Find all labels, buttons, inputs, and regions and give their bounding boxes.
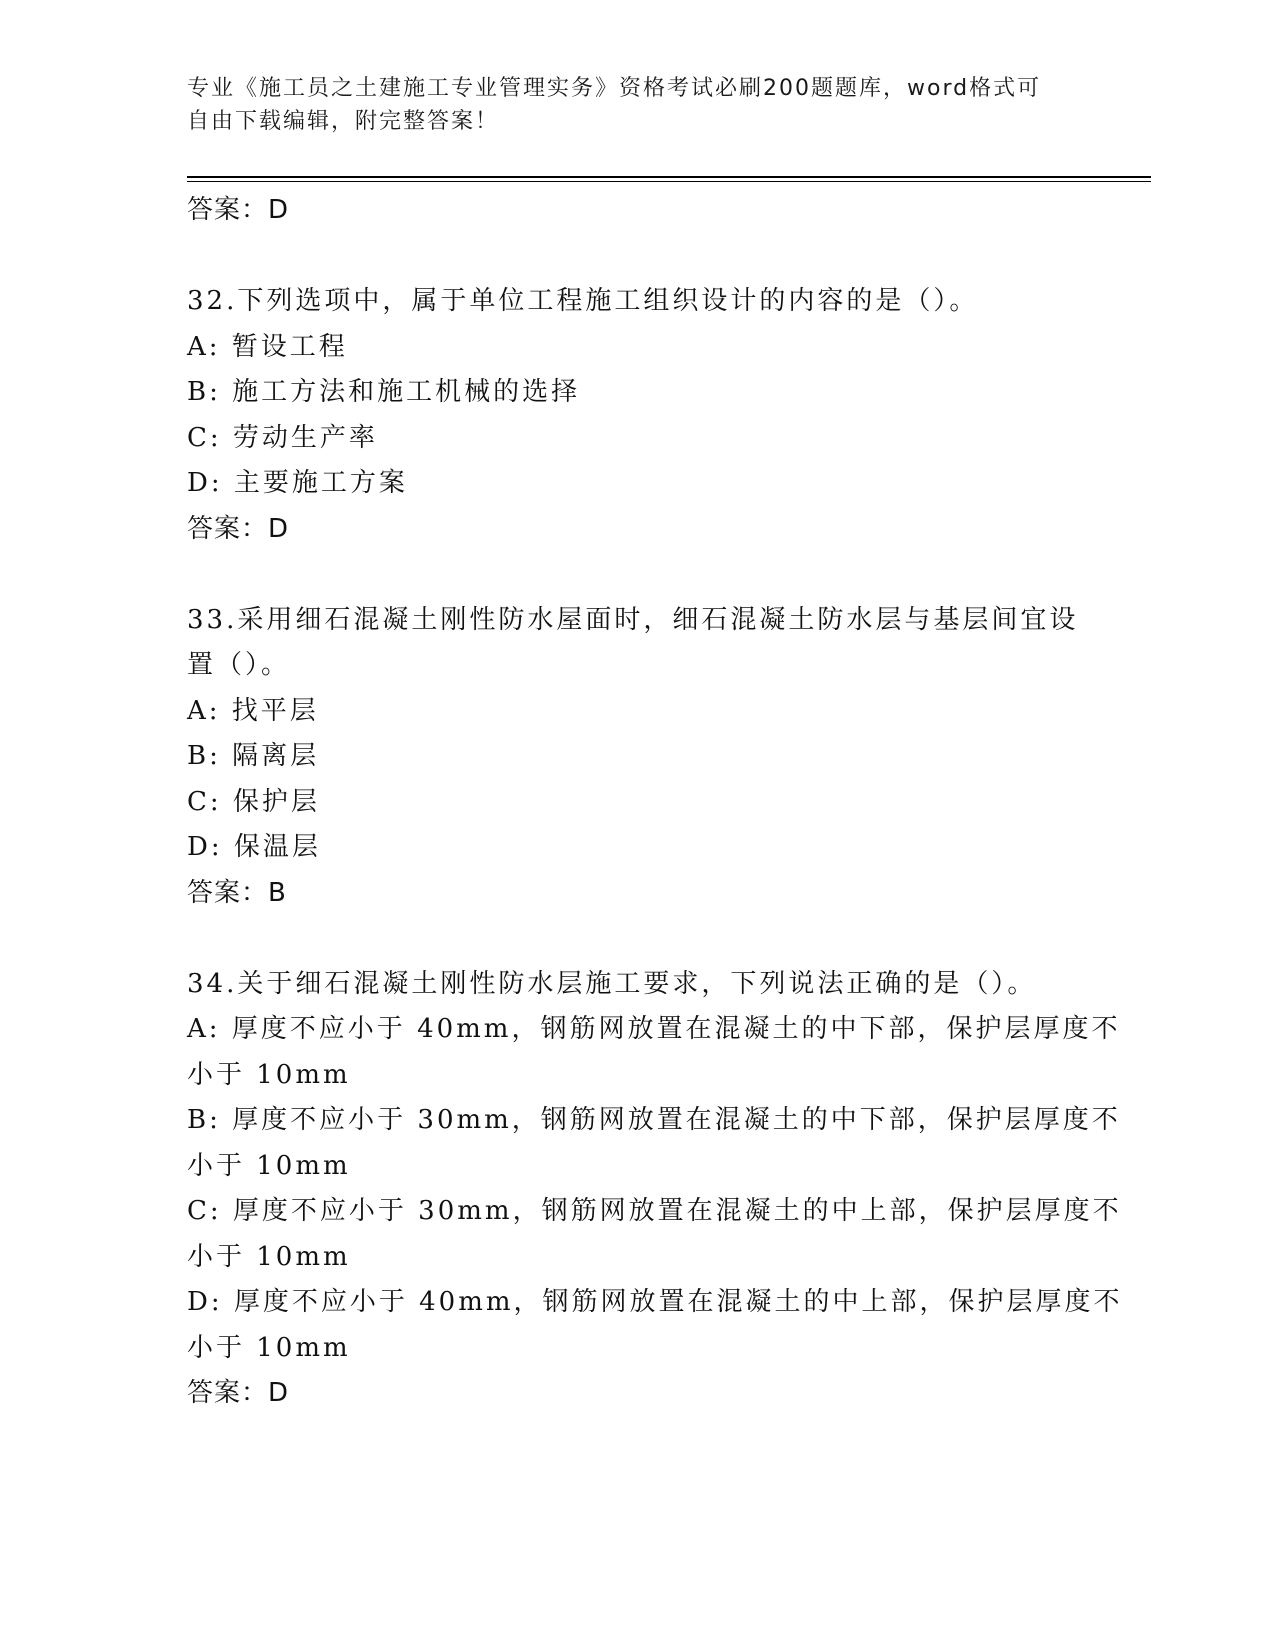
option-d: D: 厚度不应小于 40mm，钢筋网放置在混凝土的中上部，保护层厚度不 <box>187 1287 1123 1317</box>
spacer <box>187 916 1087 962</box>
option-c-continued: 小于 10mm <box>187 1241 351 1272</box>
option-d: D: 保温层 <box>187 832 321 862</box>
header-rule-thin <box>187 181 1151 182</box>
option-c: C: 保护层 <box>187 786 320 817</box>
question-32 <box>187 279 1087 552</box>
option-d-continued: 小于 10mm <box>187 1332 351 1363</box>
option-b: B: 隔离层 <box>187 741 320 771</box>
answer-31: 答案：D <box>187 195 290 225</box>
answer: 答案：D <box>187 1378 290 1408</box>
option-b-continued: 小于 10mm <box>187 1150 351 1181</box>
option-c: C: 劳动生产率 <box>187 422 378 453</box>
question-33 <box>187 598 1087 917</box>
option-a: A: 暂设工程 <box>187 331 348 362</box>
header-line-1: 专业《施工员之土建施工专业管理实务》资格考试必刷200题题库，word格式可 <box>187 76 1042 101</box>
option-b: B: 施工方法和施工机械的选择 <box>187 377 581 407</box>
option-a: A: 厚度不应小于 40mm，钢筋网放置在混凝土的中下部，保护层厚度不 <box>187 1014 1121 1044</box>
option-c: C: 厚度不应小于 30mm，钢筋网放置在混凝土的中上部，保护层厚度不 <box>187 1196 1122 1226</box>
spacer <box>187 552 1087 598</box>
option-b: B: 厚度不应小于 30mm，钢筋网放置在混凝土的中下部，保护层厚度不 <box>187 1105 1121 1135</box>
option-a-continued: 小于 10mm <box>187 1059 351 1090</box>
question-34 <box>187 962 1123 1417</box>
question-stem-continued: 置（）。 <box>187 650 291 680</box>
question-stem: 34.关于细石混凝土刚性防水层施工要求，下列说法正确的是（）。 <box>187 968 1037 999</box>
option-d: D: 主要施工方案 <box>187 468 408 498</box>
header-line-2: 自由下载编辑，附完整答案！ <box>187 109 500 134</box>
document-body <box>187 188 1123 1417</box>
header-rule-thick <box>187 176 1151 178</box>
option-a: A: 找平层 <box>187 695 319 726</box>
answer: 答案：D <box>187 513 290 544</box>
document-header <box>187 72 1067 138</box>
question-stem: 32.下列选项中，属于单位工程施工组织设计的内容的是（）。 <box>187 286 979 316</box>
answer: 答案：B <box>187 877 287 908</box>
question-stem: 33.采用细石混凝土刚性防水屋面时，细石混凝土防水层与基层间宜设 <box>187 604 1079 635</box>
spacer <box>187 234 1087 280</box>
